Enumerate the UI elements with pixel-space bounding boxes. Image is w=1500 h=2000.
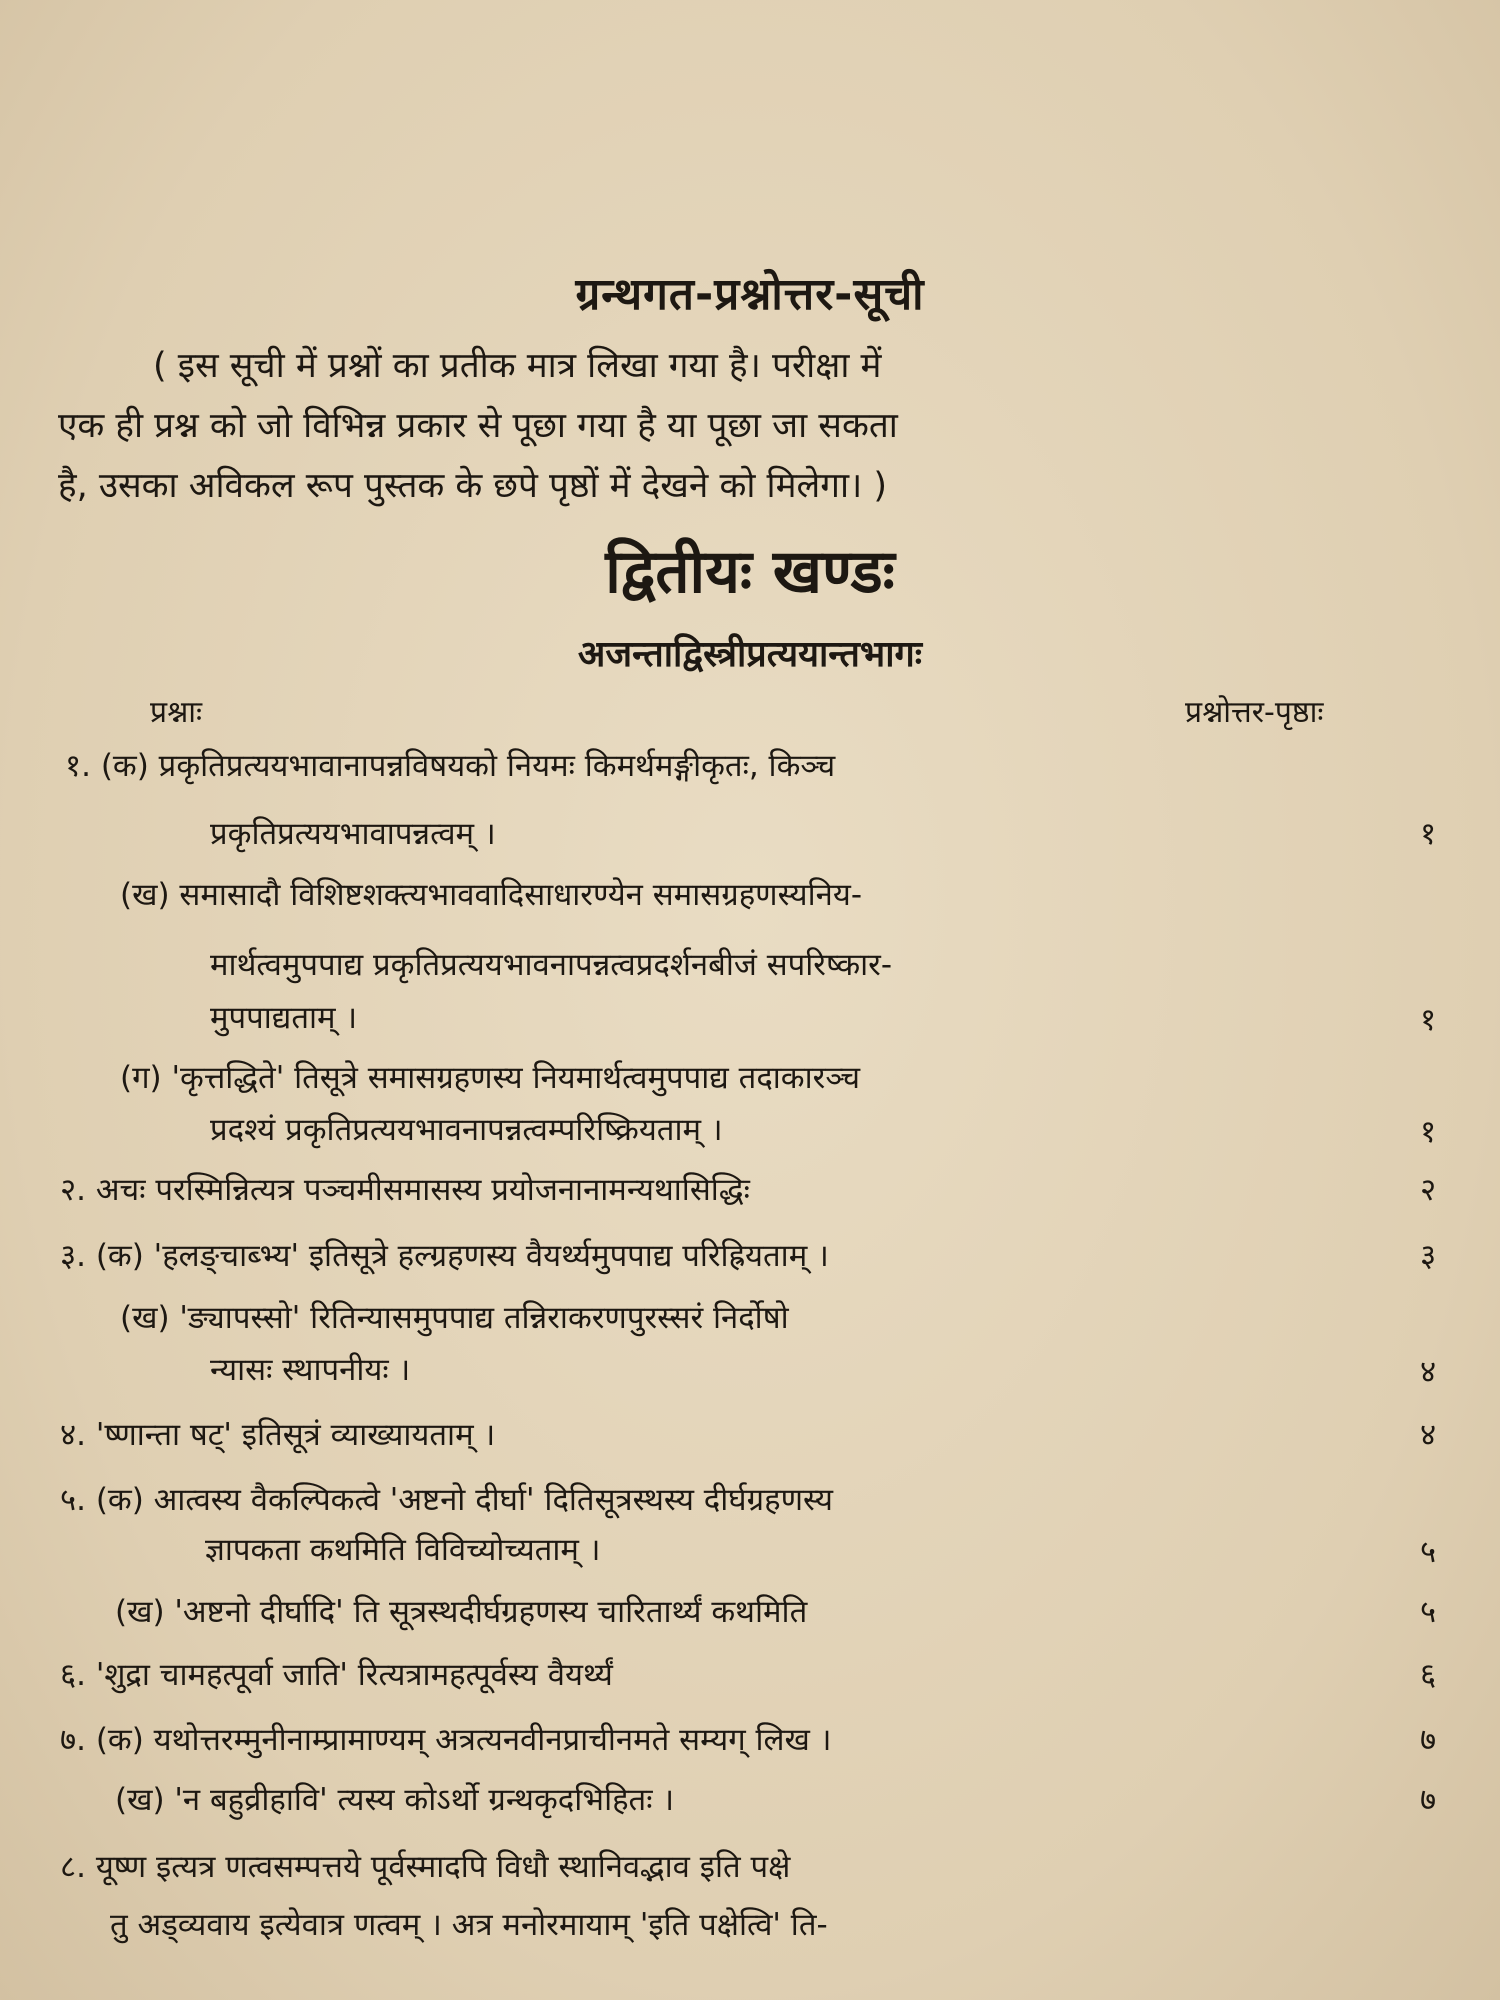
question-line: प्रकृतिप्रत्ययभावापन्नत्वम् । <box>210 816 496 852</box>
question-line: ३. (क) 'हलङ्चाब्भ्य' इतिसूत्रे हल्ग्रहणस्य वैयर्थ्यमुपपाद्य परिह्रियताम् । <box>60 1238 829 1274</box>
question-line: ४. 'ष्णान्ता षट्' इतिसूत्रं व्याख्यायताम् । <box>60 1417 496 1453</box>
question-line: न्यासः स्थापनीयः । <box>210 1352 411 1388</box>
section-heading: द्वितीयः खण्डः <box>605 537 895 607</box>
answer-page-number: ५ <box>1420 1534 1437 1570</box>
question-line: १. (क) प्रकृतिप्रत्ययभावानापन्नविषयको नियमः किमर्थमङ्गीकृतः, किञ्च <box>65 748 836 784</box>
question-line: (ख) 'अष्टनो दीर्घादि' ति सूत्रस्थदीर्घग्रहणस्य चारितार्थ्यं कथमिति <box>115 1594 808 1630</box>
question-line: ६. 'शुद्रा चामहत्पूर्वा जाति' रित्यत्रामहत्पूर्वस्य वैयर्थ्यं <box>60 1657 613 1693</box>
question-line: मार्थत्वमुपपाद्य प्रकृतिप्रत्ययभावनापन्नत्वप्रदर्शनबीजं सपरिष्कार- <box>210 947 893 983</box>
answer-page-number: ७ <box>1420 1722 1437 1758</box>
intro-line: एक ही प्रश्न को जो विभिन्न प्रकार से पूछा गया है या पूछा जा सकता <box>58 406 898 446</box>
answer-page-number: २ <box>1420 1172 1437 1208</box>
question-line: (ख) 'न बहुव्रीहावि' त्यस्य कोऽर्थो ग्रन्थकृदभिहितः । <box>115 1782 675 1818</box>
answer-page-number: ३ <box>1420 1238 1437 1274</box>
question-line: प्रदश्यं प्रकृतिप्रत्ययभावनापन्नत्वम्परिष्क्रियताम् । <box>210 1112 723 1148</box>
question-line: ८. यूष्ण इत्यत्र णत्वसम्पत्तये पूर्वस्मादपि विधौ स्थानिवद्भाव इति पक्षे <box>60 1849 791 1885</box>
page-title: ग्रन्थगत-प्रश्नोत्तर-सूची <box>575 269 925 320</box>
subsection-heading: अजन्ताद्विस्त्रीप्रत्ययान्तभागः <box>577 634 923 675</box>
answer-page-number: १ <box>1420 1114 1437 1150</box>
column-header-questions: प्रश्नाः <box>150 695 203 730</box>
answer-page-number: १ <box>1420 816 1437 852</box>
question-line: २. अचः परस्मिन्नित्यत्र पञ्चमीसमासस्य प्रयोजनानामन्यथासिद्धिः <box>60 1172 750 1208</box>
answer-page-number: ७ <box>1420 1782 1437 1818</box>
intro-note <box>58 336 1458 516</box>
intro-line: ( इस सूची में प्रश्नों का प्रतीक मात्र लिखा गया है। परीक्षा में <box>153 346 882 386</box>
answer-page-number: ४ <box>1420 1417 1437 1453</box>
question-line: ७. (क) यथोत्तरम्मुनीनाम्प्रामाण्यम् अत्रत्यनवीनप्राचीनमते सम्यग् लिख । <box>60 1722 832 1758</box>
answer-page-number: १ <box>1420 1002 1437 1038</box>
answer-page-number: ५ <box>1420 1594 1437 1630</box>
question-line: तु अड्व्यवाय इत्येवात्र णत्वम् । अत्र मनोरमायाम् 'इति पक्षेत्वि' ति- <box>110 1907 828 1943</box>
answer-page-number: ४ <box>1420 1354 1437 1390</box>
answer-page-number: ६ <box>1420 1657 1437 1693</box>
question-line: मुपपाद्यताम् । <box>210 1000 358 1036</box>
question-line: ५. (क) आत्वस्य वैकल्पिकत्वे 'अष्टनो दीर्घा' दितिसूत्रस्थस्य दीर्घग्रहणस्य <box>60 1482 834 1518</box>
intro-line: है, उसका अविकल रूप पुस्तक के छपे पृष्ठों में देखने को मिलेगा। ) <box>58 466 888 506</box>
question-line: (ग) 'कृत्तद्धिते' तिसूत्रे समासग्रहणस्य नियमार्थत्वमुपपाद्य तदाकारञ्च <box>120 1060 861 1096</box>
column-header-pages: प्रश्नोत्तर-पृष्ठाः <box>1185 695 1324 730</box>
question-line: (ख) समासादौ विशिष्टशक्त्यभाववादिसाधारण्येन समासग्रहणस्यनिय- <box>120 877 863 913</box>
question-line: ज्ञापकता कथमिति विविच्योच्यताम् । <box>205 1532 601 1568</box>
question-line: (ख) 'ङ्यापस्सो' रितिन्यासमुपपाद्य तन्निराकरणपुरस्सरं निर्दोषो <box>120 1300 789 1336</box>
